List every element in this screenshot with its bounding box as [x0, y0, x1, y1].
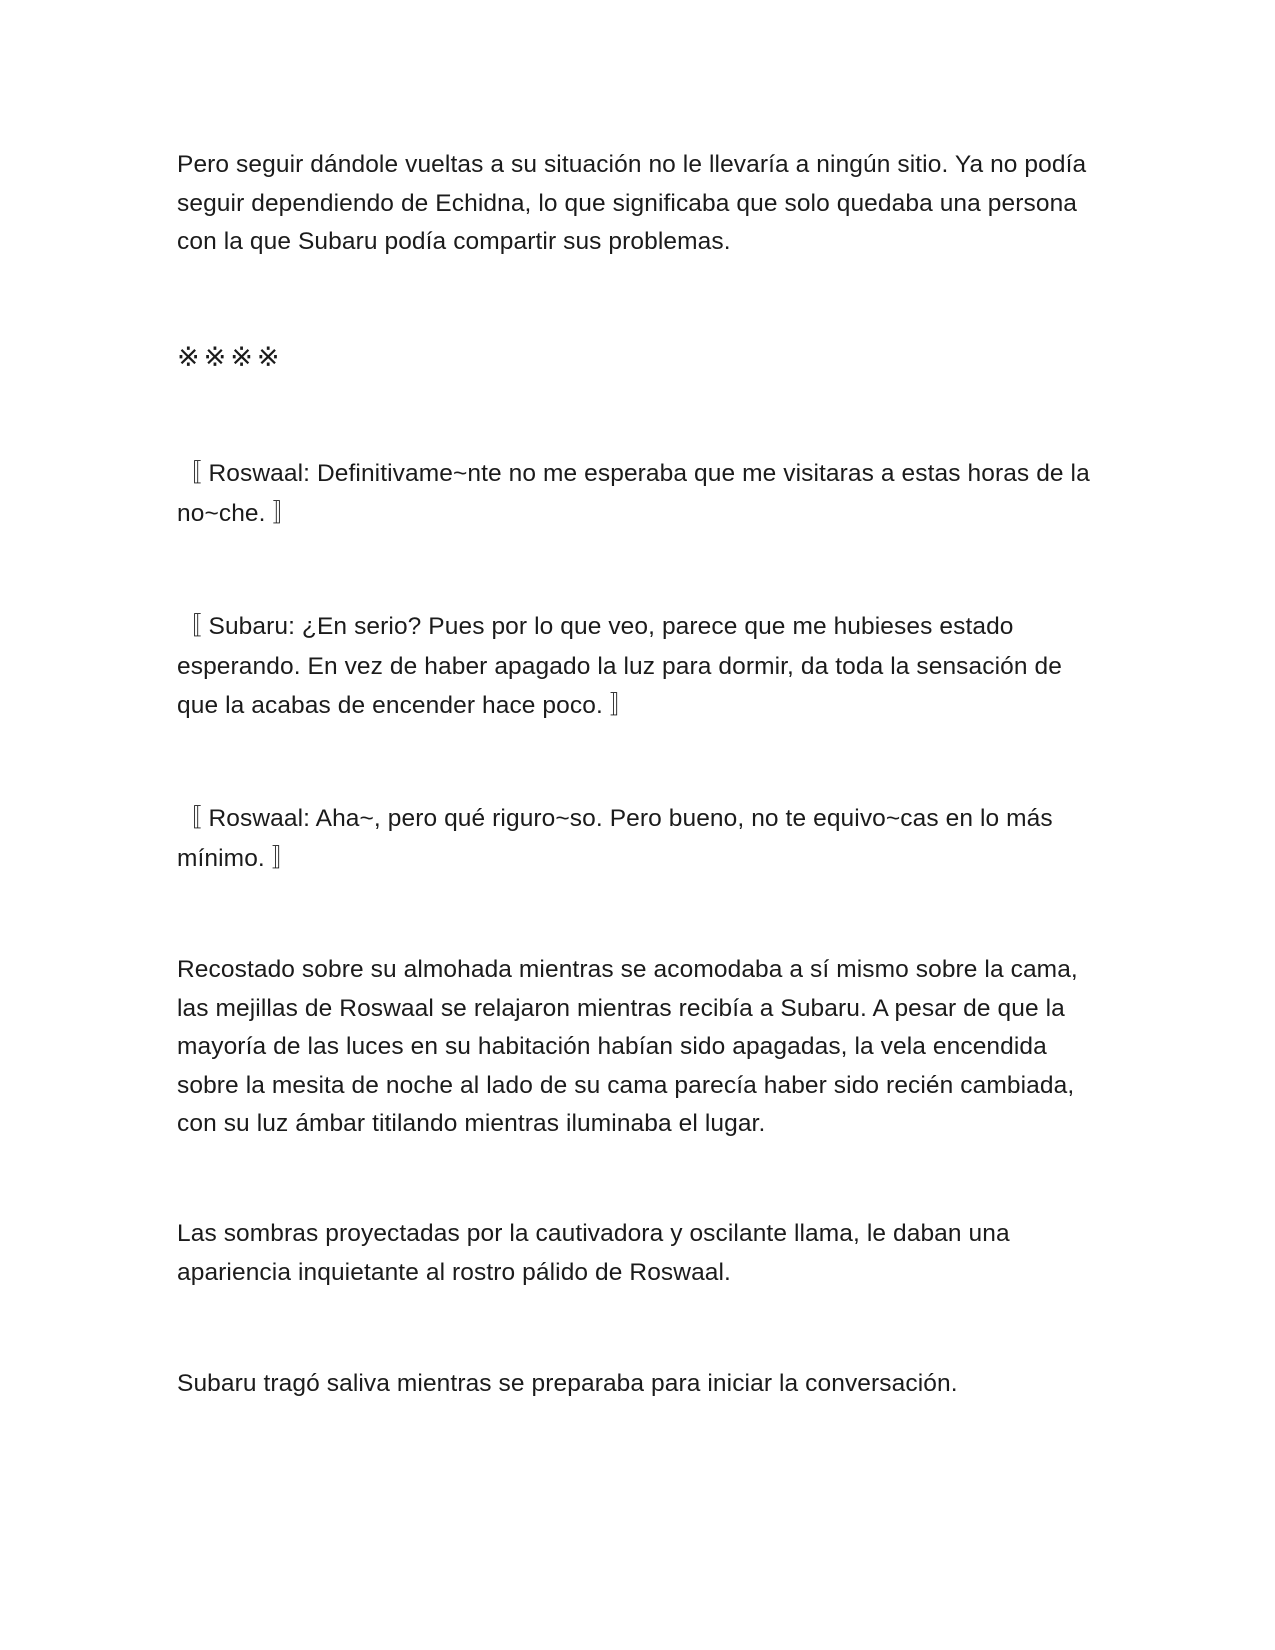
narration-paragraph: Pero seguir dándole vueltas a su situación no le llevaría a ningún sitio. Ya no podía seguir dependiendo de Echidna, lo que significaba que solo quedaba una persona con la que Subaru podía compartir sus problemas. [177, 151, 1087, 255]
dialogue-subaru: 〚 Subaru: ¿En serio? Pues por lo que veo, parece que me hubieses estado esperando. En vez de haber apagado la luz para dormir, da toda la sensación de que la acabas de encender hace poco. 〛 [177, 613, 1062, 719]
narration-paragraph: Subaru tragó saliva mientras se preparaba para iniciar la conversación. [177, 1370, 958, 1397]
narration-paragraph: Recostado sobre su almohada mientras se acomodaba a sí mismo sobre la cama, las mejillas de Roswaal se relajaron mientras recibía a Subaru. A pesar de que la mayoría de las luces en su habitación habían sido apagadas, la vela encendida sobre la mesita de noche al lado de su cama parecía haber sido recién cambiada, con su luz ámbar titilando mientras iluminaba el lugar. [177, 956, 1078, 1137]
scene-separator: ※※※※ [177, 342, 284, 373]
dialogue-roswaal-1: 〚 Roswaal: Definitivame~nte no me esperaba que me visitaras a estas horas de la no~che. 〛 [177, 460, 1090, 527]
narration-paragraph: Las sombras proyectadas por la cautivadora y oscilante llama, le daban una apariencia inquietante al rostro pálido de Roswaal. [177, 1220, 1010, 1286]
dialogue-roswaal-2: 〚 Roswaal: Aha~, pero qué riguro~so. Pero bueno, no te equivo~cas en lo más mínimo. 〛 [177, 805, 1053, 872]
